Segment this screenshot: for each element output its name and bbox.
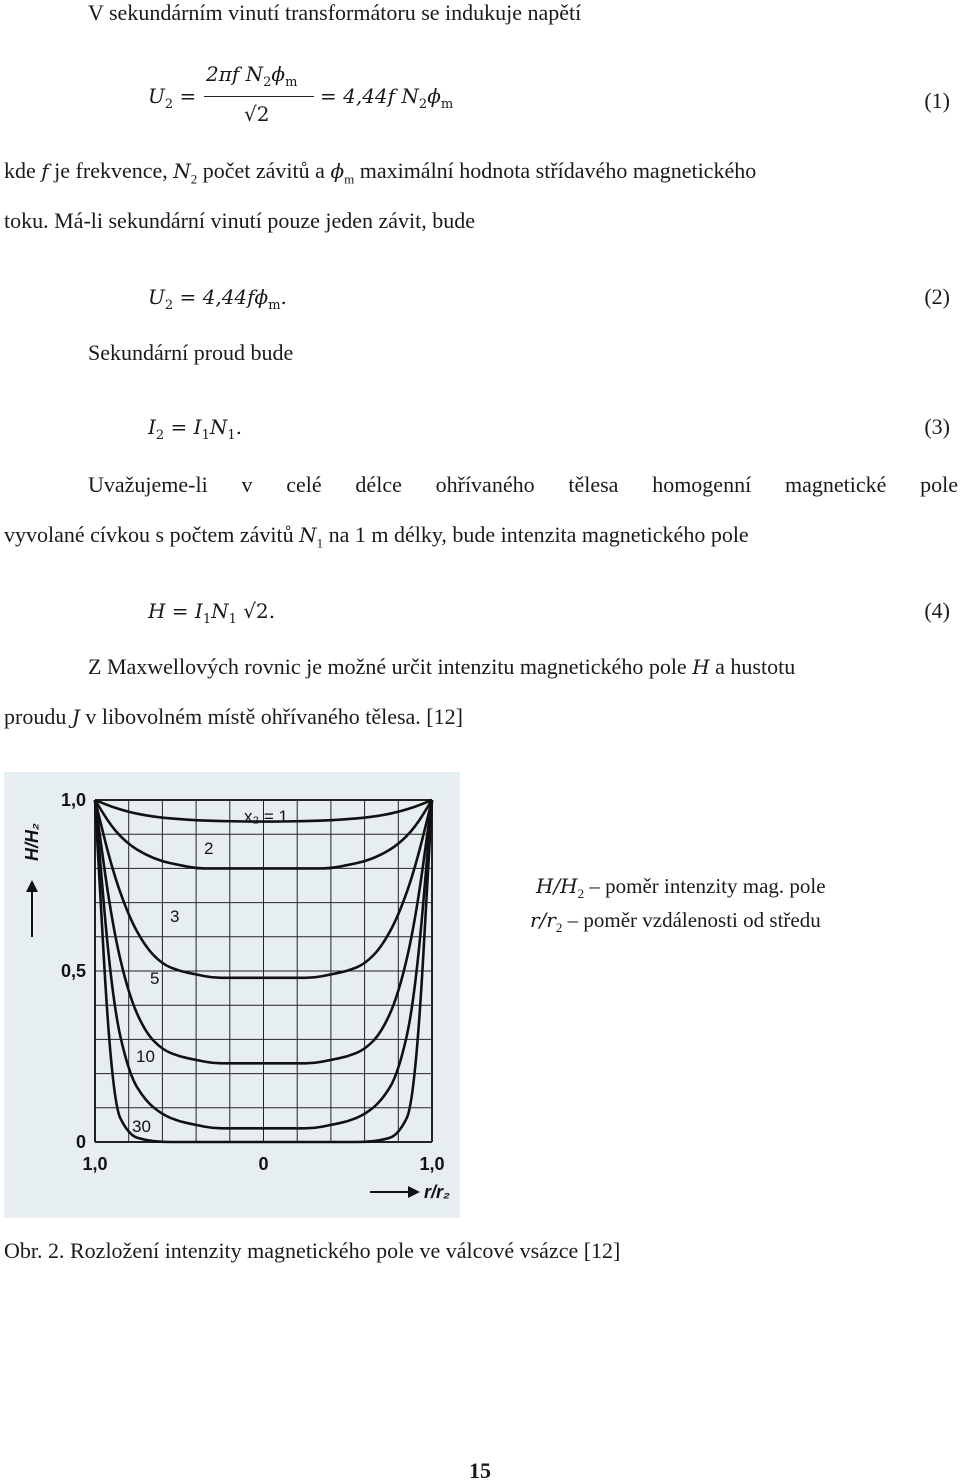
equation-2: $U_2 = 4,44f\phi_m$. bbox=[148, 285, 287, 313]
chart-background bbox=[4, 772, 460, 1218]
paragraph-where-cont: toku. Má-li sekundární vinutí pouze jeden závit, bude bbox=[4, 208, 476, 233]
x-tick-label: 0 bbox=[258, 1154, 269, 1174]
paragraph-consider-cont: vyvolané cívkou s počtem závitů $N_1$ na 1 m délky, bude intenzita magnetického pole bbox=[4, 522, 749, 551]
paragraph-maxwell-cont: proudu J v libovolném místě ohřívaného tělesa. [12] bbox=[4, 704, 463, 729]
x-axis-label: r/r₂ bbox=[424, 1182, 450, 1202]
curve-label: 10 bbox=[136, 1047, 155, 1066]
paragraph-maxwell: Z Maxwellových rovnic je možné určit intenzitu magnetického pole H a hustotu bbox=[88, 654, 796, 679]
curve-label: 2 bbox=[204, 839, 214, 858]
x-tick-label: 1,0 bbox=[82, 1154, 108, 1174]
paragraph-intro: V sekundárním vinutí transformátoru se indukuje napětí bbox=[88, 0, 582, 25]
legend-row-2: $r/r_2$ – poměr vzdálenosti od středu bbox=[530, 908, 821, 936]
curve-label: 30 bbox=[132, 1117, 151, 1136]
figure-caption: Obr. 2. Rozložení intenzity magnetického pole ve válcové vsázce [12] bbox=[4, 1238, 621, 1263]
equation-4-number: (4) bbox=[924, 598, 950, 623]
paragraph-where: kde f je frekvence, $N_2$ počet závitů a $\phi_m$ maximální hodnota střídavého magnetického bbox=[4, 158, 757, 187]
field-distribution-chart bbox=[4, 772, 460, 1218]
page-number: 15 bbox=[469, 1458, 491, 1483]
y-tick-label: 0 bbox=[75, 1132, 86, 1152]
curve-label: 5 bbox=[150, 969, 160, 988]
curve-label: 3 bbox=[170, 907, 180, 926]
equation-3-number: (3) bbox=[924, 414, 950, 439]
equation-3: $I_2 = I_1N_1$. bbox=[148, 415, 242, 443]
legend-row-1: $H/H_2$ – poměr intenzity mag. pole bbox=[536, 874, 826, 902]
equation-2-number: (2) bbox=[924, 284, 950, 309]
equation-1: $U_2$ = 2πf $N_2\phi_m$ √2 = 4,44f $N_2\phi_m$ bbox=[148, 62, 454, 126]
paragraph-current: Sekundární proud bude bbox=[88, 340, 294, 365]
y-axis-label: H/H₂ bbox=[22, 823, 42, 861]
y-tick-label: 0,5 bbox=[60, 961, 86, 981]
equation-4: $H = I_1N_1$ √2. bbox=[148, 599, 276, 627]
x-tick-label: 1,0 bbox=[419, 1154, 445, 1174]
paragraph-consider: Uvažujeme-li v celé délce ohřívaného tělesa homogenní magnetické pole bbox=[88, 472, 958, 497]
equation-1-number: (1) bbox=[924, 88, 950, 113]
y-tick-label: 1,0 bbox=[60, 790, 86, 810]
curve-label: x₂ = 1 bbox=[244, 807, 288, 826]
